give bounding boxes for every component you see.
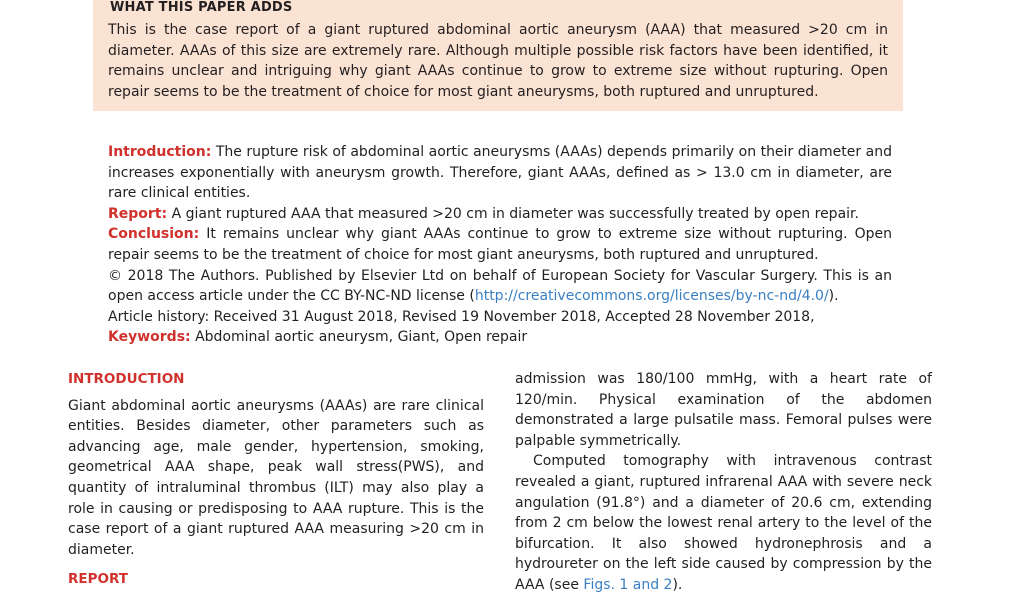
report-text: A giant ruptured AAA that measured >20 cm in diameter was successfully treated by open repair. <box>167 205 859 222</box>
keywords-label: Keywords: <box>108 329 191 346</box>
copyright-text: © 2018 The Authors. Published by Elsevier Ltd on behalf of European Society for Vascular Surgery. This is an open access article under the CC BY-NC-ND license ( <box>108 267 892 305</box>
abstract-conclusion <box>108 224 892 265</box>
keywords-text: Abdominal aortic aneurysm, Giant, Open repair <box>190 329 528 346</box>
introduction-label: Introduction: <box>108 144 212 160</box>
conclusion-label: Conclusion: <box>108 226 200 243</box>
ct-text: Computed tomography with intravenous contrast revealed a giant, ruptured infrarenal AAA with severe neck angulation (91.8°) and a diameter of 20.6 cm, extending from 2 cm below the lowest renal artery to the level of the bifurcation. It also showed hydronephrosis and a hydroureter on the left side caused by compression by the AAA (see <box>515 453 932 593</box>
box-text: This is the case report of a giant ruptured abdominal aortic aneurysm (AAA) that measured >20 cm in diameter. AAAs of this size are extremely rare. Although multiple possible risk factors have been identified, it remains unclear and intriguing why giant AAAs continue to grow to extreme size without rupturing. Open repair seems to be the treatment of choice for most giant aneurysms, both ruptured and unruptured. <box>108 22 888 100</box>
abstract-report <box>108 204 892 225</box>
report-heading: REPORT <box>68 571 128 588</box>
article-history: Article history: Received 31 August 2018, Revised 19 November 2018, Accepted 28 November 2018, <box>108 308 815 325</box>
abstract <box>108 142 892 348</box>
abstract-introduction <box>108 142 892 204</box>
keywords <box>108 327 892 348</box>
introduction-heading: INTRODUCTION <box>68 371 185 387</box>
license-link[interactable]: http://creativecommons.org/licenses/by-nc-nd/4.0/ <box>474 288 829 305</box>
figures-link[interactable]: Figs. 1 and 2 <box>583 576 673 593</box>
left-column <box>68 369 484 596</box>
ct-paragraph <box>515 451 932 595</box>
conclusion-text: It remains unclear why giant AAAs continue to grow to extreme size without rupturing. Open repair seems to be the treatment of choice for most giant aneurysms, both ruptured and unruptured. <box>108 226 892 263</box>
introduction-paragraph: Giant abdominal aortic aneurysms (AAAs) are rare clinical entities. Besides diameter, other parameters such as advancing age, male gender, hypertension, smoking, geometrical AAA shape, peak wall stress(PWS), and quantity of intraluminal thrombus (ILT) may also play a role in causing or predisposing to AAA rupture. This is the case report of a giant ruptured AAA measuring >20 cm in diameter. <box>68 397 484 558</box>
right-column <box>515 369 932 596</box>
introduction-text: The rupture risk of abdominal aortic aneurysms (AAAs) depends primarily on their diameter and increases exponentially with aneurysm growth. Therefore, giant AAAs, defined as > 13.0 cm in diameter, are rare clinical entities. <box>108 144 892 202</box>
copyright-close: ). <box>828 288 839 305</box>
report-label: Report: <box>108 205 168 222</box>
admission-paragraph: admission was 180/100 mmHg, with a heart rate of 120/min. Physical examination of the abdomen demonstrated a large pulsatile mass. Femoral pulses were palpable symmetrically. <box>515 371 932 449</box>
ct-text-end: ). <box>672 576 683 593</box>
box-heading: WHAT THIS PAPER ADDS <box>110 0 293 15</box>
copyright-notice <box>108 266 892 307</box>
